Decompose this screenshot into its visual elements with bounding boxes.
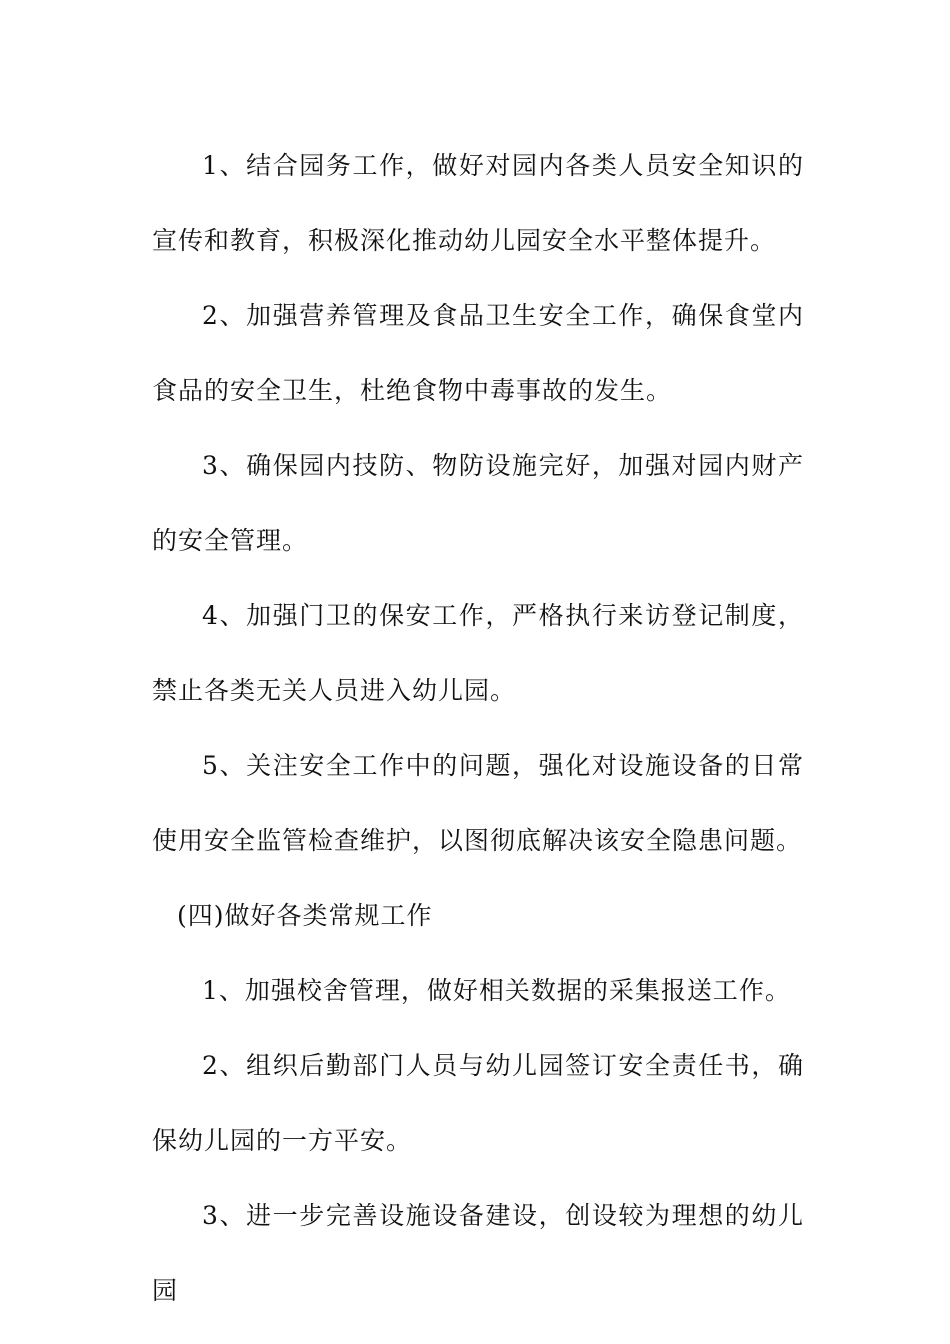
paragraph-3: 3、确保园内技防、物防设施完好，加强对园内财产的安全管理。 xyxy=(152,451,804,555)
section-heading: (四)做好各类常规工作 xyxy=(177,901,433,930)
paragraph-4: 4、加强门卫的保安工作，严格执行来访登记制度，禁止各类无关人员进入幼儿园。 xyxy=(152,601,804,705)
paragraph-2: 2、加强营养管理及食品卫生安全工作，确保食堂内食品的安全卫生，杜绝食物中毒事故的发生。 xyxy=(152,301,804,405)
paragraph-7: 2、组织后勤部门人员与幼儿园签订安全责任书，确保幼儿园的一方平安。 xyxy=(152,1051,804,1155)
paragraph-1: 1、结合园务工作，做好对园内各类人员安全知识的宣传和教育，积极深化推动幼儿园安全水平整体提升。 xyxy=(152,151,804,255)
document-body xyxy=(152,128,804,1328)
paragraph-5: 5、关注安全工作中的问题，强化对设施设备的日常使用安全监管检查维护，以图彻底解决该安全隐患问题。 xyxy=(152,751,804,855)
paragraph-8: 3、进一步完善设施设备建设，创设较为理想的幼儿园 xyxy=(152,1201,804,1305)
paragraph-6: 1、加强校舍管理，做好相关数据的采集报送工作。 xyxy=(202,976,791,1005)
